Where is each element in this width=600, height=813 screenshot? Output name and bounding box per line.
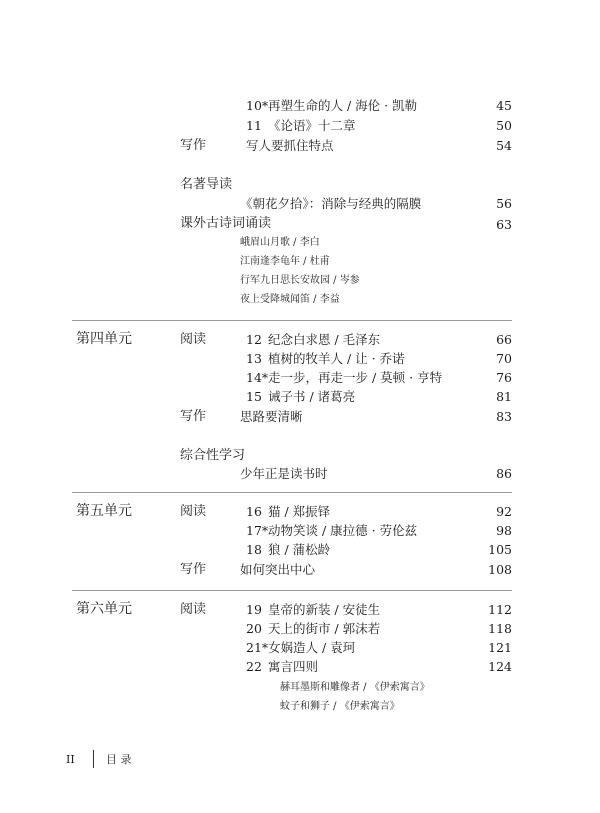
writing-label: 写作 [180,562,207,577]
toc-item-title[interactable]: 狼 / 蒲松龄 [268,542,331,557]
toc-item-title[interactable]: 少年正是读书时 [240,466,328,481]
writing-label: 写作 [180,409,207,424]
footer-separator [93,750,94,768]
toc-item-page: 45 [496,98,512,113]
section-divider [72,320,512,321]
toc-item-page: 124 [488,659,512,674]
fable-item[interactable]: 赫耳墨斯和雕像者 / 《伊索寓言》 [280,682,430,693]
unit-title: 第六单元 [76,601,132,617]
poem-item[interactable]: 峨眉山月歌 / 李白 [240,237,320,248]
toc-item-title[interactable]: 如何突出中心 [240,562,316,577]
poem-item[interactable]: 夜上受降城闻笛 / 李益 [240,294,340,305]
toc-item-title[interactable]: 天上的街市 / 郭沫若 [268,621,381,636]
poem-item[interactable]: 行军九日思长安故园 / 岑参 [240,275,360,286]
toc-item-num: 20 [246,621,262,636]
toc-item-page: 76 [496,370,512,385]
toc-item-num: 11 [246,118,262,133]
toc-item-title[interactable]: 动物笑谈 / 康拉德 · 劳伦兹 [268,523,418,538]
toc-item-num: 19 [246,602,262,617]
toc-item-num: 14* [246,370,269,385]
toc-item-page: 56 [496,196,512,211]
toc-item-page: 121 [488,640,512,655]
toc-item-title[interactable]: 植树的牧羊人 / 让 · 乔诺 [268,351,405,366]
classics-label: 名著导读 [180,177,233,192]
page-numeral: II [66,753,75,766]
toc-item-page: 70 [496,351,512,366]
toc-item-num: 18 [246,542,262,557]
comprehensive-label: 综合性学习 [180,448,246,463]
toc-item-page: 66 [496,332,512,347]
toc-item-page: 83 [496,409,512,424]
writing-label: 写作 [180,138,207,153]
toc-item-num: 21* [246,640,269,655]
toc-item-page: 98 [496,523,512,538]
toc-item-num: 15 [246,389,262,404]
toc-item-title[interactable]: 诫子书 / 诸葛亮 [268,389,356,404]
poems-section-label[interactable]: 课外古诗词诵读 [180,216,272,231]
toc-item-num: 22 [246,659,262,674]
toc-item-page: 118 [488,621,512,636]
section-divider [72,590,512,591]
toc-item-page: 81 [496,389,512,404]
toc-item-title[interactable]: 再塑生命的人 / 海伦 · 凯勒 [268,98,418,113]
toc-item-page: 92 [496,504,512,519]
toc-item-page: 63 [496,217,512,232]
toc-item-page: 86 [496,466,512,481]
toc-item-title[interactable]: 寓言四则 [268,659,319,674]
footer-label: 目 录 [106,753,132,766]
reading-label: 阅读 [180,504,207,519]
toc-item-title[interactable]: 猫 / 郑振铎 [268,504,331,519]
toc-item-title[interactable]: 思路要清晰 [240,409,303,424]
toc-item-num: 10* [246,98,269,113]
toc-item-title[interactable]: 《朝花夕拾》：消除与经典的隔膜 [240,196,422,211]
toc-item-num: 16 [246,504,262,519]
unit-title: 第五单元 [76,503,132,519]
toc-item-num: 12 [246,332,262,347]
toc-item-page: 50 [496,118,512,133]
reading-label: 阅读 [180,332,207,347]
toc-item-title[interactable]: 《论语》十二章 [268,118,356,133]
toc-item-page: 112 [488,602,512,617]
section-divider [72,492,512,493]
toc-item-num: 13 [246,351,262,366]
reading-label: 阅读 [180,602,207,617]
toc-item-page: 54 [496,138,512,153]
toc-item-title[interactable]: 走一步，再走一步 / 莫顿 · 亨特 [268,370,443,385]
toc-item-title[interactable]: 纪念白求恩 / 毛泽东 [268,332,381,347]
poem-item[interactable]: 江南逢李龟年 / 杜甫 [240,256,330,267]
toc-item-title[interactable]: 皇帝的新装 / 安徒生 [268,602,381,617]
toc-item-num: 17* [246,523,269,538]
toc-item-page: 105 [488,542,512,557]
toc-item-title[interactable]: 写人要抓住特点 [246,138,334,153]
toc-item-title[interactable]: 女娲造人 / 袁珂 [268,640,356,655]
toc-item-page: 108 [488,562,512,577]
fable-item[interactable]: 蚊子和狮子 / 《伊索寓言》 [280,701,400,712]
unit-title: 第四单元 [76,331,132,347]
